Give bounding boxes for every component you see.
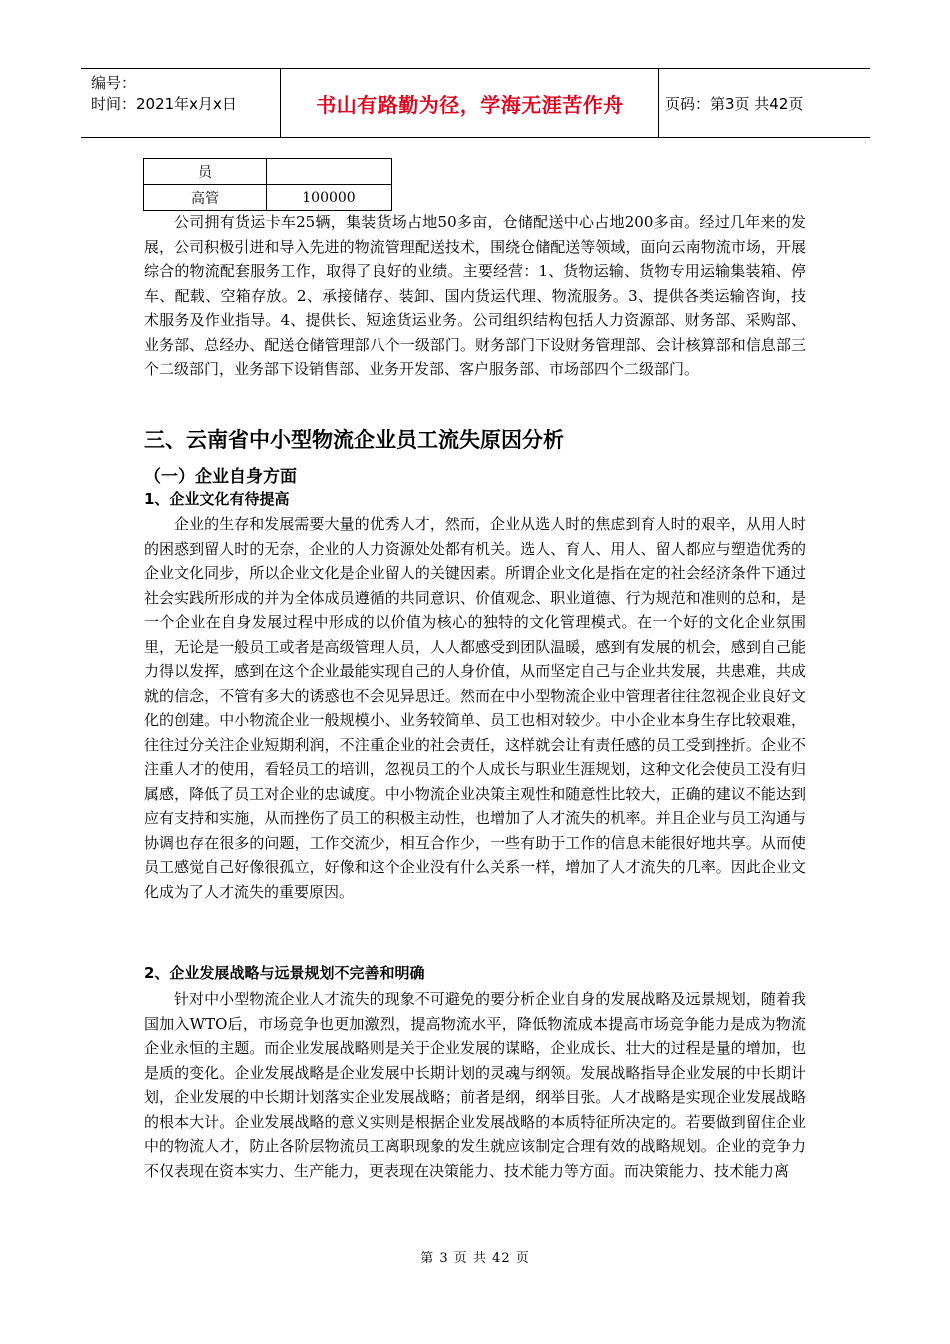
header-motto-cell [282, 69, 659, 137]
header-page-info: 页码：第3页 共42页 [665, 94, 804, 113]
item1-title: 1、企业文化有待提高 [144, 490, 290, 508]
document-date-label: 时间：2021年x月x日 [91, 95, 237, 113]
table-cell-value [267, 159, 392, 185]
page-header [81, 68, 870, 138]
header-motto: 书山有路勤为径，学海无涯苦作舟 [316, 92, 624, 117]
table-cell-role: 高管 [144, 185, 267, 211]
item2-paragraph-block [144, 987, 806, 1183]
header-page-info-cell [659, 69, 870, 137]
item2-paragraph: 针对中小型物流企业人才流失的现象不可避免的要分析企业自身的发展战略及远景规划，随着我国加入WTO后，市场竞争也更加激烈，提高物流水平，降低物流成本提高市场竞争能力是成为物流企业永恒的主题。而企业发展战略则是关于企业发展的谋略，企业成长、壮大的过程是量的增加，也是质的变化。企业发展战略是企业发展中长期计划的灵魂与纲领。发展战略指导企业发展的中长期计划，企业发展的中长期计划落实企业发展战略；前者是纲，纲举目张。人才战略是实现企业发展战略的根本大计。企业发展战略的意义实则是根据企业发展战略的本质特征所决定的。若要做到留住企业中的物流人才，防止各阶层物流员工离职现象的发生就应该制定合理有效的战略规划。企业的竞争力不仅表现在资本实力、生产能力，更表现在决策能力、技术能力等方面。而决策能力、技术能力离 [144, 990, 806, 1180]
intro-paragraph: 公司拥有货运卡车25辆，集装货场占地50多亩，仓储配送中心占地200多亩。经过几年来的发展，公司积极引进和导入先进的物流管理配送技术，围绕仓储配送等领域，面向云南物流市场，开展综合的物流配套服务工作，取得了良好的业绩。主要经营：1、货物运输、货物专用运输集装箱、停车、配载、空箱存放。2、承接储存、装卸、国内货运代理、物流服务。3、提供各类运输咨询，技术服务及作业指导。4、提供长、短途货运业务。公司组织结构包括人力资源部、财务部、采购部、业务部、总经办、配送仓储管理部八个一级部门。财务部门下设财务管理部、会计核算部和信息部三个二级部门，业务部下设销售部、业务开发部、客户服务部、市场部四个二级部门。 [144, 213, 806, 378]
subsection-title: （一）企业自身方面 [144, 467, 297, 487]
item2-title: 2、企业发展战略与远景规划不完善和明确 [144, 964, 425, 982]
header-meta [81, 69, 281, 137]
salary-table [143, 158, 392, 211]
intro-paragraph-block [144, 210, 806, 382]
page-footer: 第 3 页 共 42 页 [420, 1251, 530, 1266]
item1-paragraph-block [144, 512, 806, 904]
table-row [144, 185, 392, 211]
section-title: 三、云南省中小型物流企业员工流失原因分析 [144, 428, 564, 452]
table-cell-role: 员 [144, 159, 267, 185]
document-number-label: 编号： [91, 74, 137, 92]
item1-paragraph: 企业的生存和发展需要大量的优秀人才，然而，企业从选人时的焦虑到育人时的艰辛，从用人时的困惑到留人时的无奈，企业的人力资源处处都有机关。选人、育人、用人、留人都应与塑造优秀的企业文化同步，所以企业文化是企业留人的关键因素。所谓企业文化是指在定的社会经济条件下通过社会实践所形成的并为全体成员遵循的共同意识、价值观念、职业道德、行为规范和准则的总和，是一个企业在自身发展过程中形成的以价值为核心的独特的文化管理模式。在一个好的文化企业氛围里，无论是一般员工或者是高级管理人员，人人都感受到团队温暖，感到有发展的机会，感到自己能力得以发挥，感到在这个企业最能实现自己的人身价值，从而坚定自己与企业共发展，共患难，共成就的信念，不管有多大的诱惑也不会见异思迁。然而在中小型物流企业中管理者往往忽视企业良好文化的创建。中小物流企业一般规模小、业务较简单、员工也相对较少。中小企业本身生存比较艰难，往往过分关注企业短期利润，不注重企业的社会责任，这样就会让有责任感的员工受到挫折。企业不注重人才的使用，看轻员工的培训，忽视员工的个人成长与职业生涯规划，这种文化会使员工没有归属感，降低了员工对企业的忠诚度。中小物流企业决策主观性和随意性比较大，正确的建议不能达到应有支持和实施，从而挫伤了员工的积极主动性，也增加了人才流失的机率。并且企业与员工沟通与协调也存在很多的问题，工作交流少，相互合作少，一些有助于工作的信息未能很好地共享。从而使员工感觉自己好像很孤立，好像和这个企业没有什么关系一样，增加了人才流失的几率。因此企业文化成为了人才流失的重要原因。 [144, 515, 806, 901]
table-row [144, 159, 392, 185]
table-cell-value: 100000 [267, 185, 392, 211]
